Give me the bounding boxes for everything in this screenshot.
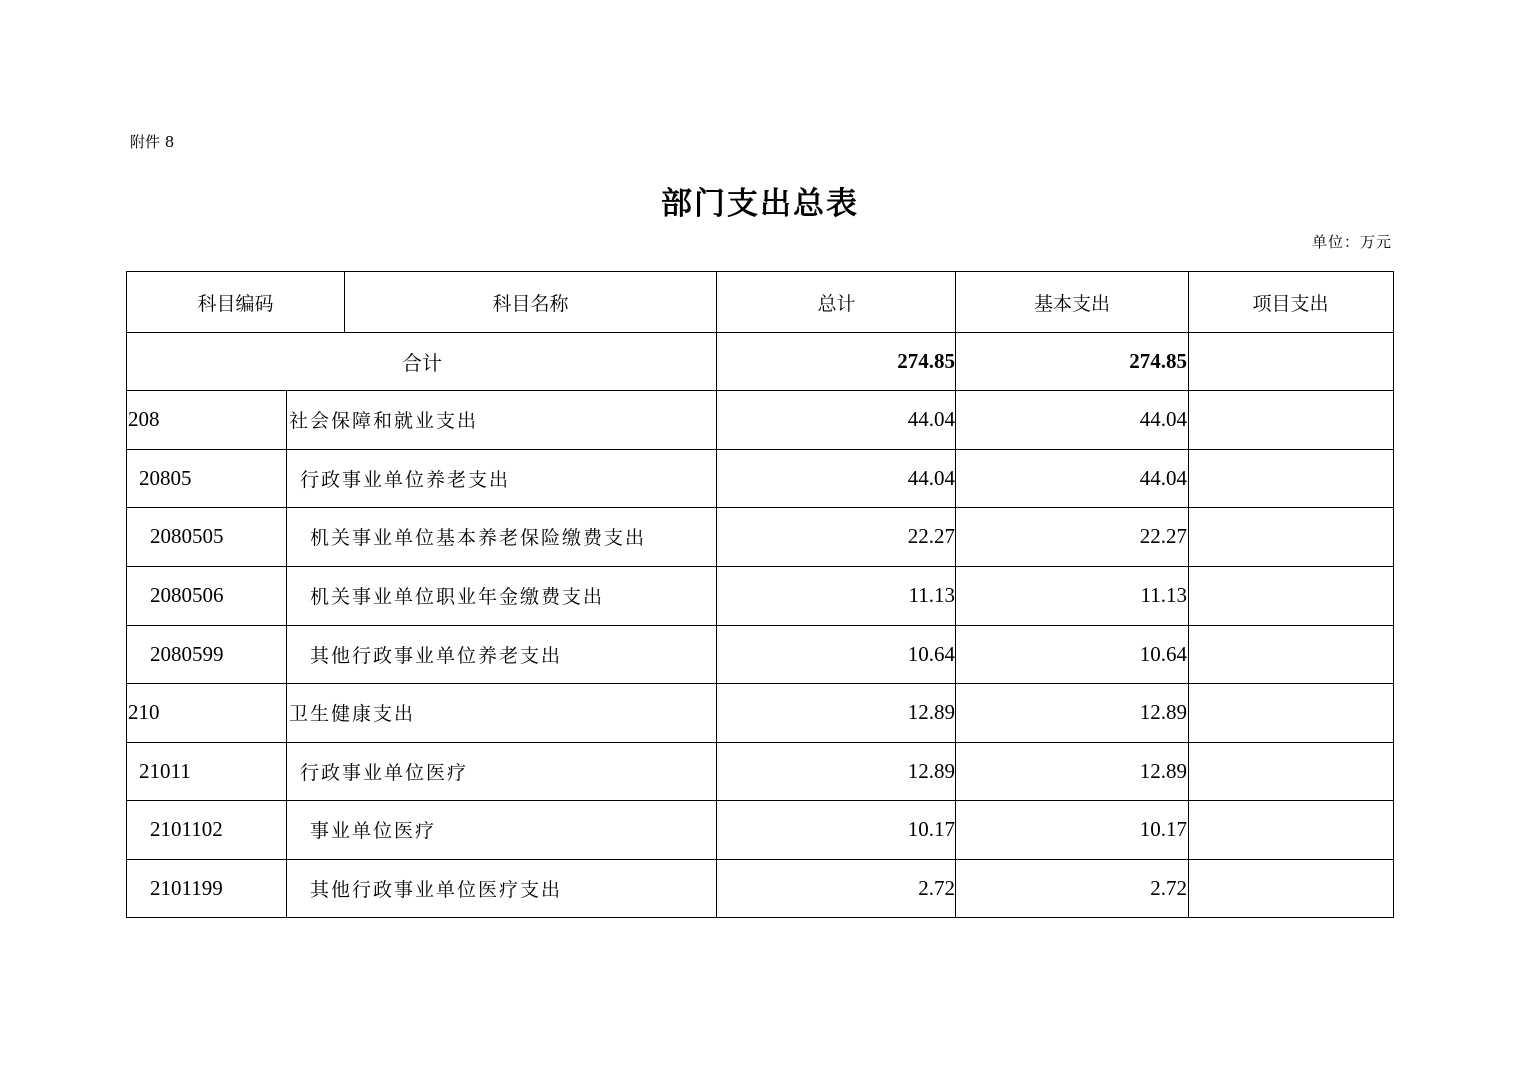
row-name: 卫生健康支出 xyxy=(289,702,416,725)
header-basic: 基本支出 xyxy=(1033,292,1110,315)
row-total: 10.17 xyxy=(907,816,955,841)
row-basic: 12.89 xyxy=(1139,699,1187,724)
divider xyxy=(127,332,1393,333)
row-project xyxy=(1188,566,1393,624)
row-name: 其他行政事业单位养老支出 xyxy=(310,644,563,667)
row-name: 事业单位医疗 xyxy=(310,819,437,842)
header-name: 科目名称 xyxy=(492,292,569,315)
row-name: 社会保障和就业支出 xyxy=(289,409,479,432)
divider xyxy=(127,625,1393,626)
row-project xyxy=(1188,683,1393,741)
summary-label: 合计 xyxy=(402,350,442,375)
row-project xyxy=(1188,742,1393,800)
divider xyxy=(127,449,1393,450)
row-name: 机关事业单位职业年金缴费支出 xyxy=(310,585,605,608)
row-basic: 10.64 xyxy=(1139,641,1187,666)
row-code: 20805 xyxy=(139,465,192,490)
row-project xyxy=(1188,449,1393,507)
summary-basic: 274.85 xyxy=(1129,348,1187,373)
row-code: 21011 xyxy=(139,758,191,783)
row-basic: 11.13 xyxy=(1140,582,1187,607)
divider xyxy=(127,859,1393,860)
row-name: 行政事业单位医疗 xyxy=(300,761,469,784)
row-project xyxy=(1188,507,1393,565)
expenditure-table xyxy=(126,271,1394,918)
row-total: 11.13 xyxy=(908,582,955,607)
row-code: 2101102 xyxy=(150,816,223,841)
row-name: 行政事业单位养老支出 xyxy=(300,468,511,491)
row-project xyxy=(1188,390,1393,448)
row-total: 12.89 xyxy=(907,699,955,724)
row-project xyxy=(1188,625,1393,683)
row-project xyxy=(1188,800,1393,858)
row-code: 2080505 xyxy=(150,523,224,548)
header-code: 科目编码 xyxy=(197,292,274,315)
attachment-label: 附件 8 xyxy=(130,133,175,151)
row-basic: 10.17 xyxy=(1139,816,1187,841)
row-name: 机关事业单位基本养老保险缴费支出 xyxy=(310,526,647,549)
row-basic: 44.04 xyxy=(1139,406,1187,431)
divider xyxy=(127,683,1393,684)
row-total: 2.72 xyxy=(918,875,955,900)
row-code: 2080599 xyxy=(150,641,224,666)
row-total: 44.04 xyxy=(907,465,955,490)
divider xyxy=(127,507,1393,508)
row-code: 2080506 xyxy=(150,582,224,607)
row-code: 2101199 xyxy=(150,875,223,900)
row-code: 208 xyxy=(128,406,160,431)
header-total: 总计 xyxy=(817,292,856,315)
divider xyxy=(127,390,1393,391)
divider xyxy=(127,566,1393,567)
row-code: 210 xyxy=(128,699,160,724)
row-name: 其他行政事业单位医疗支出 xyxy=(310,878,563,901)
divider xyxy=(955,272,956,917)
row-basic: 2.72 xyxy=(1150,875,1187,900)
divider xyxy=(127,800,1393,801)
row-basic: 12.89 xyxy=(1139,758,1187,783)
header-project: 项目支出 xyxy=(1252,292,1329,315)
row-total: 22.27 xyxy=(907,523,955,548)
divider xyxy=(1188,272,1189,917)
divider xyxy=(716,272,717,917)
summary-project xyxy=(1188,332,1393,390)
divider xyxy=(127,742,1393,743)
unit-label: 单位：万元 xyxy=(1311,233,1392,251)
row-total: 44.04 xyxy=(907,406,955,431)
divider xyxy=(344,272,345,332)
row-basic: 22.27 xyxy=(1139,523,1187,548)
page-title: 部门支出总表 xyxy=(661,186,859,222)
row-project xyxy=(1188,859,1393,917)
summary-total: 274.85 xyxy=(897,348,955,373)
row-total: 12.89 xyxy=(907,758,955,783)
row-total: 10.64 xyxy=(907,641,955,666)
row-basic: 44.04 xyxy=(1139,465,1187,490)
divider xyxy=(286,390,287,917)
